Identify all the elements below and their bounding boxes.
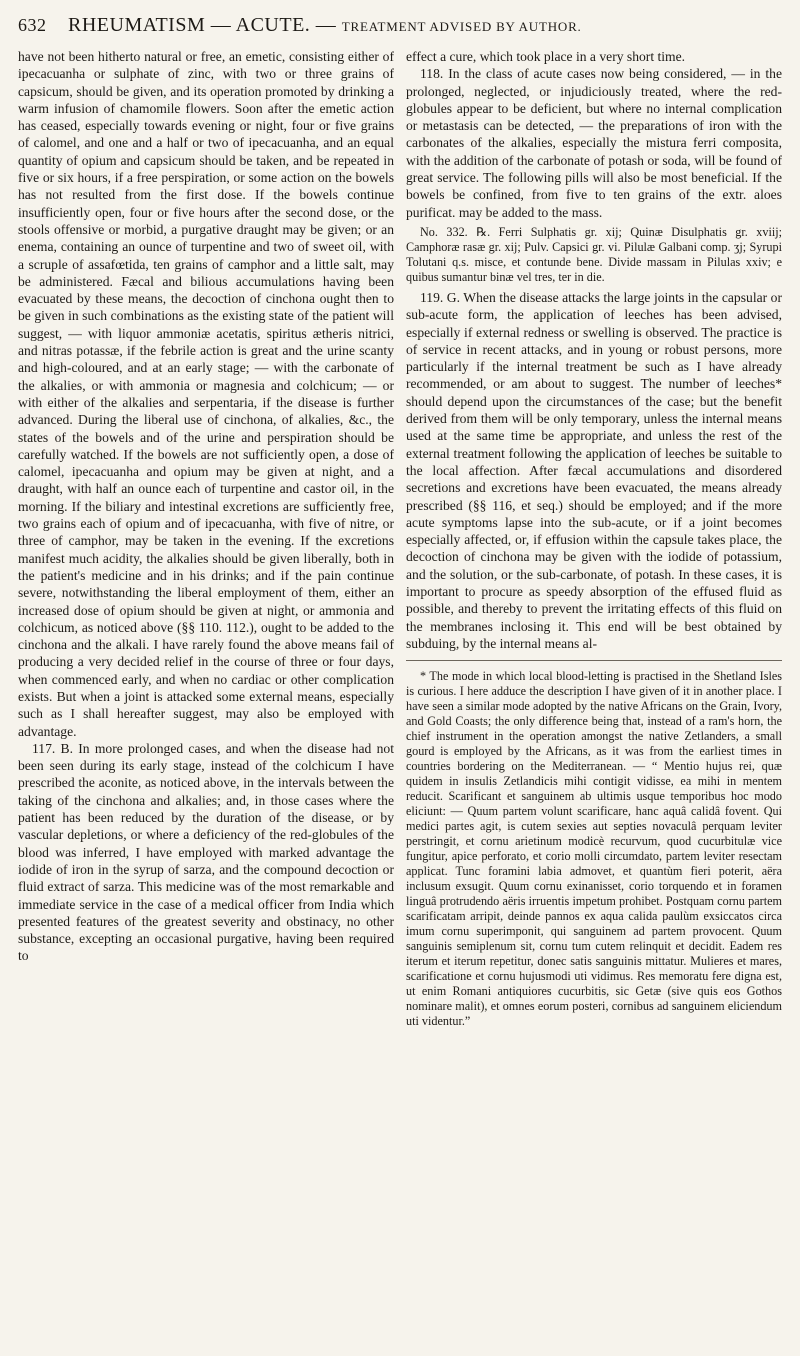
right-column (406, 48, 782, 1029)
footnote: * The mode in which local blood-letting is practised in the Shetland Isles is curious. I here adduce the description I have given of it in another place. I have seen a similar mode adopted by the native Africans on the Grain, Ivory, and Gold Coasts; the only difference being that, instead of a ram's horn, the chief instrument in the operation amongst the native Zetlanders, a small gourd is employed by the Africans, as it was from the earliest times in countries bordering on the Mediterranean. — “ Mentio hujus rei, quæ quidem in insulis Zetlandicis mihi contigit vidisse, ea mihi in mentem reducit. Scarificant et sanguinem ab ultimis usque temporibus hoc modo eliciunt: — Quum partem volunt scarificare, hanc aquâ calidâ fovent. Qui medici partes agit, is cutem sexies aut septies novaculâ perquam leviter perstringit, et cornu arietinum modicè recurvum, quod cucurbitulæ vice fungitur, apice perforato, et corio molli circumdato, partem leviter resectam applicat. Tunc foramini labia admovet, et quantùm fieri poterit, aëra inclusum exsugit. Quum cornu exinanisset, corio torquendo et in foramen linguâ protrudendo aëris irruentis impetum prohibet. Postquam cornu partem scarificatam arripit, deinde pannos ex aqua calida paulùm exsiccatos circa imum cornu superimponit, qui sanguinem ad partem provocent. Quum sanguinis semiplenum sit, cornu tum cutem relinquit et decidit. Eadem res iterum et iterum repetitur, donec satis sanguinis mittatur. Mulieres et mares, scarificatione et cornu hujusmodi uti vidimus. Res memoratu fere digna est, ut enim Romani antiquiores cucurbitis, sic Getæ (sive quis eos Gothos nominare malit), et omnes eorum posteri, cornibus ad sanguinem eliciendum uti videntur.” (406, 669, 782, 1029)
left-column (18, 48, 394, 1029)
running-title-sub: TREATMENT ADVISED BY AUTHOR. (341, 19, 582, 34)
paragraph-117: 117. B. In more prolonged cases, and when the disease had not been seen during its early stage, instead of the colchicum I have prescribed the aconite, as noticed above, in the intervals between the taking of the cinchona and alkalies; and, in those cases where the patient has been reduced by the duration of the disease, or by vascular depletions, or where a deficiency of the red-globules of the blood was inferred, I have employed with marked advantage the iodide of iron in the syrup of sarza, and the compound decoction or fluid extract of sarza. This medicine was of the most remarkable and immediate service in the case of a medical officer from India which presented features of the greatest severity and obstinacy, no other substance, excepting an occasional purgative, having been required to (18, 740, 394, 964)
prescription-formula: No. 332. ℞. Ferri Sulphatis gr. xij; Quinæ Disulphatis gr. xviij; Camphoræ rasæ gr. xij; Pulv. Capsici gr. vi. Pilulæ Galbani comp. ʒj; Syrupi Tolutani q.s. misce, et contunde bene. Divide massam in Pilulas xxiv; e quibus sumantur binæ vel tres, ter in die. (406, 224, 782, 284)
paragraph: effect a cure, which took place in a very short time. (406, 49, 686, 64)
running-header (18, 14, 782, 44)
paragraph: have not been hitherto natural or free, an emetic, consisting either of ipecacuanha or sulphate of zinc, with two or three grains of capsicum, should be given, and its operation promoted by drinking a warm infusion of chamomile flowers. Soon after the emetic action has ceased, especially towards evening or night, four or five grains of calomel, and one and a half or two of ipecacuanha, and an equal quantity of opium and capsicum should be taken, and be repeated in five or six hours, if a free perspiration, or some action on the bowels has not resulted from the first dose. If the bowels continue insufficiently open, four or five hours after the second dose, or the stools offensive or morbid, a purgative draught may be given; or an enema, containing an ounce of turpentine and two of sweet oil, with a scruple of assafœtida, ten grains of camphor and a little salt, may be administered. Fæcal and bilious accumulations having been evacuated by these means, the decoction of cinchona ought then to be given in such combinations as the existing state of the patient will suggest, — with liquor ammoniæ acetatis, spiritus ætheris nitrici, and nitras potassæ, if the febrile action is great and the urine scanty and high-coloured, and at an early stage; — with the carbonate of the alkalies, or with ammonia or magnesia and colchicum; — or with either of the alkalies and serpentaria, if the disease is further advanced. During the liberal use of cinchona, of alkalies, &c., the states of the bowels and of the urine and perspiration should be carefully watched. If the bowels are not sufficiently open, a dose of calomel, ipecacuanha and opium may be given at night, and a draught, with half an ounce each of turpentine and castor oil, in the morning. If the biliary and intestinal excretions are sufficiently free, two grains each of opium and of ipecacuanha, with five of nitre, or three of camphor, may be taken in the evening. If the excretions manifest much acidity, the alkalies should be given liberally, both in the patient's medicine and in his drinks; and if the pain continue severe, notwithstanding the liberal employment of them, either an increased dose of opium should be given at night, or ammonia and colchicum, as noticed above (§§ 110. 112.), ought to be added to the cinchona and the alkali. I have rarely found the above means fail of producing a very decided relief in the course of three or four days, when commenced early, and when no cardiac or other complication exists. But when a joint is attacked some external means, especially such as I shall hereafter suggest, may also be employed with advantage. (18, 49, 394, 739)
running-title-main: RHEUMATISM — ACUTE. — (68, 14, 337, 36)
page-number: 632 (18, 15, 47, 35)
running-title (68, 14, 782, 37)
paragraph-119: 119. G. When the disease attacks the large joints in the capsular or sub-acute form, the application of leeches has been advised, especially if external redness or swelling is observed. The practice is of service in recent attacks, and in young or robust persons, more particularly if the internal treatment be such as I have already recommended, or am about to suggest. The number of leeches* should depend upon the circumstances of the case; but the benefit derived from them will be only temporary, unless the internal means used at the same time be appropriate, and unless the rest of the external treatment following the application of leeches be suitable to the local affection. After fæcal accumulations and disordered secretions and excretions have been evacuated, the means already prescribed (§§ 116, et seq.) should be employed; and if the more acute symptoms lapse into the sub-acute, or if a joint becomes especially affected, or, if effusion within the capsule takes place, the decoction of cinchona may be given with the iodide of potassium, and the solution, or the sub-carbonate, of potash. In these cases, it is important to procure as speedy absorption of the effused fluid as possible, and thereby to prevent the irritating effects of this fluid on the membranes inclosing it. This end will be best obtained by subduing, by the internal means al- (406, 289, 782, 651)
footnote-rule (406, 660, 782, 661)
paragraph-118: 118. In the class of acute cases now being considered, — in the prolonged, neglected, or injudiciously treated, where the red-globules appear to be deficient, but where no internal complication or metastasis can be detected, — the preparations of iron with the carbonates of the alkalies, especially the mistura ferri composita, with the addition of the carbonate of potash or soda, will be found of great service. The following pills will also be most beneficial. If the bowels be confined, from five to ten grains of the extr. aloes purificat. may be added to the mass. (406, 66, 782, 220)
text-columns (18, 48, 782, 1029)
